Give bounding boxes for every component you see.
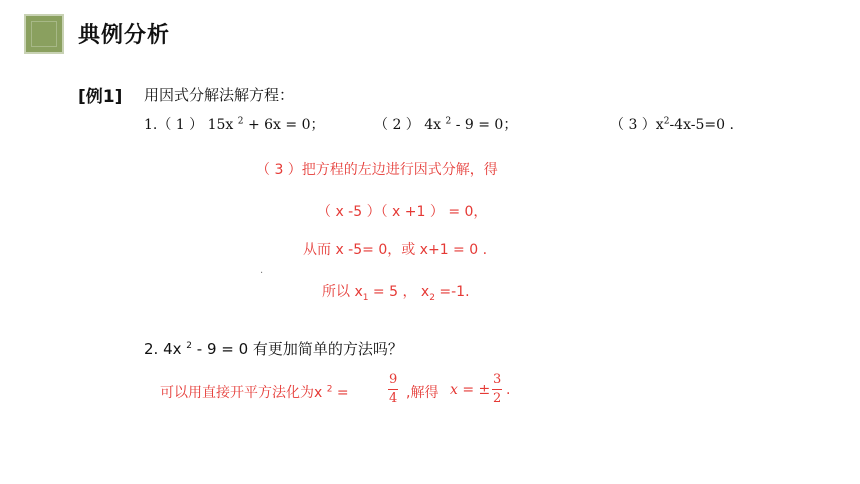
problem-3 — [610, 114, 734, 134]
problem-2-label: （ 2 ） 4x — [374, 117, 446, 133]
example-tag: [例1] — [78, 87, 123, 107]
solution-line-2: （ x -5 ）（ x +1 ） = 0， — [317, 204, 488, 220]
solution-line-4-mid: = 5 ， x — [368, 284, 430, 300]
solution-sub-1: 1 — [362, 292, 369, 303]
problem-3-rest: -4x-5=0 . — [669, 117, 734, 133]
problem-2-rest: - 9 = 0； — [451, 117, 518, 133]
solution-line-4-pre: 所以 x — [322, 284, 363, 300]
answer-eq: = — [332, 385, 349, 401]
fraction-1-denominator: 4 — [389, 391, 398, 406]
problem-1-rest: + 6x = 0； — [243, 117, 325, 133]
fraction-1-bar — [388, 389, 398, 390]
example-prompt: 用因式分解法解方程： — [144, 86, 295, 104]
stray-dot: . — [260, 265, 264, 276]
answer-pre-text: 可以用直接开平方法化为x — [160, 385, 327, 401]
question-2 — [144, 338, 403, 359]
fraction-2-bar — [492, 389, 502, 390]
problem-2 — [374, 114, 517, 134]
answer-mid: ,解得 — [406, 385, 439, 401]
fraction-2-denominator: 2 — [493, 391, 502, 406]
question-2-pre: 2. 4x — [144, 340, 187, 358]
logo-square — [24, 14, 64, 54]
solution-line-4 — [322, 281, 470, 303]
problem-2-exponent: 2 — [445, 116, 452, 127]
solution-line-1: （ 3 ）把方程的左边进行因式分解，得 — [256, 162, 498, 178]
fraction-three-halves — [492, 372, 502, 407]
problem-1-label: 1.（ 1 ） 15x — [144, 117, 238, 133]
problem-3-exponent: 2 — [663, 116, 670, 127]
question-2-exponent: 2 — [186, 341, 193, 351]
answer-end: . — [506, 382, 511, 398]
solution-line-3: 从而 x -5= 0，或 x+1 = 0 . — [303, 242, 488, 258]
problem-1-exponent: 2 — [237, 116, 244, 127]
answer-pre — [160, 382, 349, 402]
page-title: 典例分析 — [78, 23, 171, 48]
problem-3-label: （ 3 ）x — [610, 117, 664, 133]
question-2-post: - 9 = 0 有更加简单的方法吗？ — [192, 340, 403, 358]
answer-x-equals: x = ± — [450, 382, 491, 398]
fraction-1-numerator: 9 — [389, 372, 398, 387]
problem-1 — [144, 114, 325, 134]
solution-line-4-post: =-1. — [434, 284, 470, 300]
answer-line — [160, 372, 660, 412]
solution-sub-2: 2 — [429, 292, 435, 303]
answer-exponent: 2 — [326, 384, 333, 395]
fraction-nine-fourths — [388, 372, 398, 407]
fraction-2-numerator: 3 — [493, 372, 502, 387]
